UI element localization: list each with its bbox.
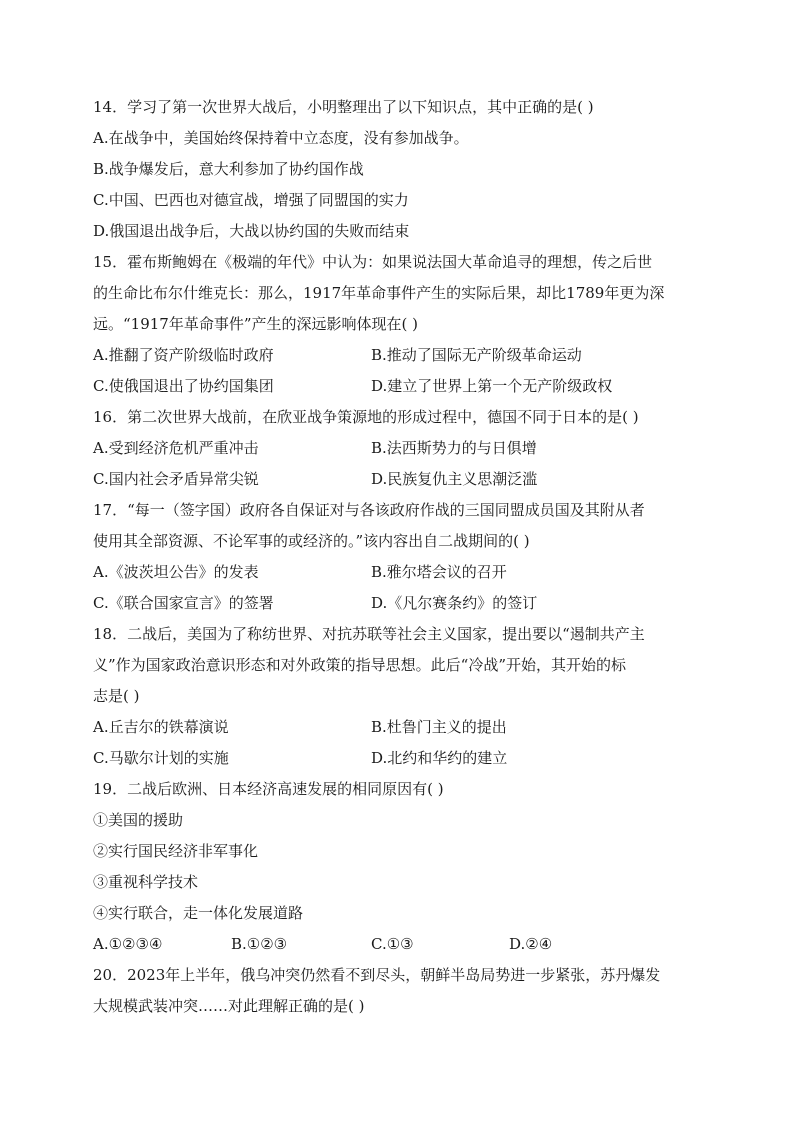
question-18: [93, 619, 703, 774]
option-row: [93, 340, 703, 371]
question-19: [93, 774, 703, 960]
question-stem: 14．学习了第一次世界大战后，小明整理出了以下知识点，其中正确的是( ): [93, 98, 594, 116]
question-stem-line-2: 的生命比布尔什维克长：那么，1917年革命事件产生的实际后果，却比1789年更为深: [93, 284, 665, 302]
option-b: B.战争爆发后，意大利参加了协约国作战: [93, 160, 364, 178]
option-row: [93, 433, 703, 464]
statement-4: ④实行联合，走一体化发展道路: [93, 904, 304, 922]
question-stem-line-2: 使用其全部资源、不论军事的或经济的。”该内容出自二战期间的( ): [93, 532, 530, 550]
option-c: C.《联合国家宣言》的签署: [93, 594, 274, 612]
question-stem-line-1: 17．“每一（签字国）政府各自保证对与各该政府作战的三国同盟成员国及其附从者: [93, 501, 645, 519]
question-stem-line-1: 18．二战后，美国为了称纺世界、对抗苏联等社会主义国家，提出要以“遏制共产主: [93, 625, 645, 643]
option-b: B.杜鲁门主义的提出: [371, 718, 507, 736]
option-c: C.使俄国退出了协约国集团: [93, 377, 274, 395]
option-d: D.北约和华约的建立: [371, 749, 508, 767]
option-row: [93, 743, 703, 774]
option-a: A.①②③④: [93, 935, 163, 953]
option-b: B.①②③: [231, 935, 288, 953]
option-a: A.《波茨坦公告》的发表: [93, 563, 259, 581]
question-stem-line-1: 15．霍布斯鲍姆在《极端的年代》中认为：如果说法国大革命追寻的理想，传之后世: [93, 253, 653, 271]
question-16: [93, 402, 703, 495]
question-stem-line-3: 志是( ): [93, 687, 140, 705]
statement-1: ①美国的援助: [93, 811, 184, 829]
option-b: B.雅尔塔会议的召开: [371, 563, 507, 581]
question-14: [93, 92, 703, 247]
option-a: A.丘吉尔的铁幕演说: [93, 718, 229, 736]
question-stem-line-2: 大规模武装冲突……对此理解正确的是( ): [93, 997, 365, 1015]
question-stem: 16．第二次世界大战前，在欣亚战争策源地的形成过程中，德国不同于日本的是( ): [93, 408, 639, 426]
option-a: A.受到经济危机严重冲击: [93, 439, 259, 457]
option-c: C.马歇尔计划的实施: [93, 749, 229, 767]
option-c: C.①③: [371, 935, 414, 953]
question-stem-line-2: 义”作为国家政治意识形态和对外政策的指导思想。此后“冷战”开始，其开始的标: [93, 656, 627, 674]
statement-2: ②实行国民经济非军事化: [93, 842, 259, 860]
statement-3: ③重视科学技术: [93, 873, 199, 891]
option-row: [93, 929, 703, 960]
option-a: A.推翻了资产阶级临时政府: [93, 346, 274, 364]
exam-page: [93, 92, 703, 1022]
option-b: B.推动了国际无产阶级革命运动: [371, 346, 582, 364]
question-17: [93, 495, 703, 619]
option-c: C.国内社会矛盾异常尖锐: [93, 470, 259, 488]
option-row: [93, 588, 703, 619]
option-d: D.②④: [509, 935, 553, 953]
option-row: [93, 464, 703, 495]
option-c: C.中国、巴西也对德宣战，增强了同盟国的实力: [93, 191, 409, 209]
option-d: D.俄国退出战争后，大战以协约国的失败而结束: [93, 222, 410, 240]
question-stem-line-3: 远。“1917年革命事件”产生的深远影响体现在( ): [93, 315, 418, 333]
option-d: D.民族复仇主义思潮泛滥: [371, 470, 538, 488]
option-b: B.法西斯势力的与日俱增: [371, 439, 537, 457]
option-d: D.《凡尔赛条约》的签订: [371, 594, 538, 612]
question-15: [93, 247, 703, 402]
option-row: [93, 557, 703, 588]
option-a: A.在战争中，美国始终保持着中立态度，没有参加战争。: [93, 129, 469, 147]
option-d: D.建立了世界上第一个无产阶级政权: [371, 377, 613, 395]
option-row: [93, 371, 703, 402]
option-row: [93, 712, 703, 743]
question-stem: 19．二战后欧洲、日本经济高速发展的相同原因有( ): [93, 780, 444, 798]
question-stem-line-1: 20．2023年上半年，俄乌冲突仍然看不到尽头，朝鲜半岛局势进一步紧张，苏丹爆发: [93, 966, 661, 984]
question-20: [93, 960, 703, 1022]
